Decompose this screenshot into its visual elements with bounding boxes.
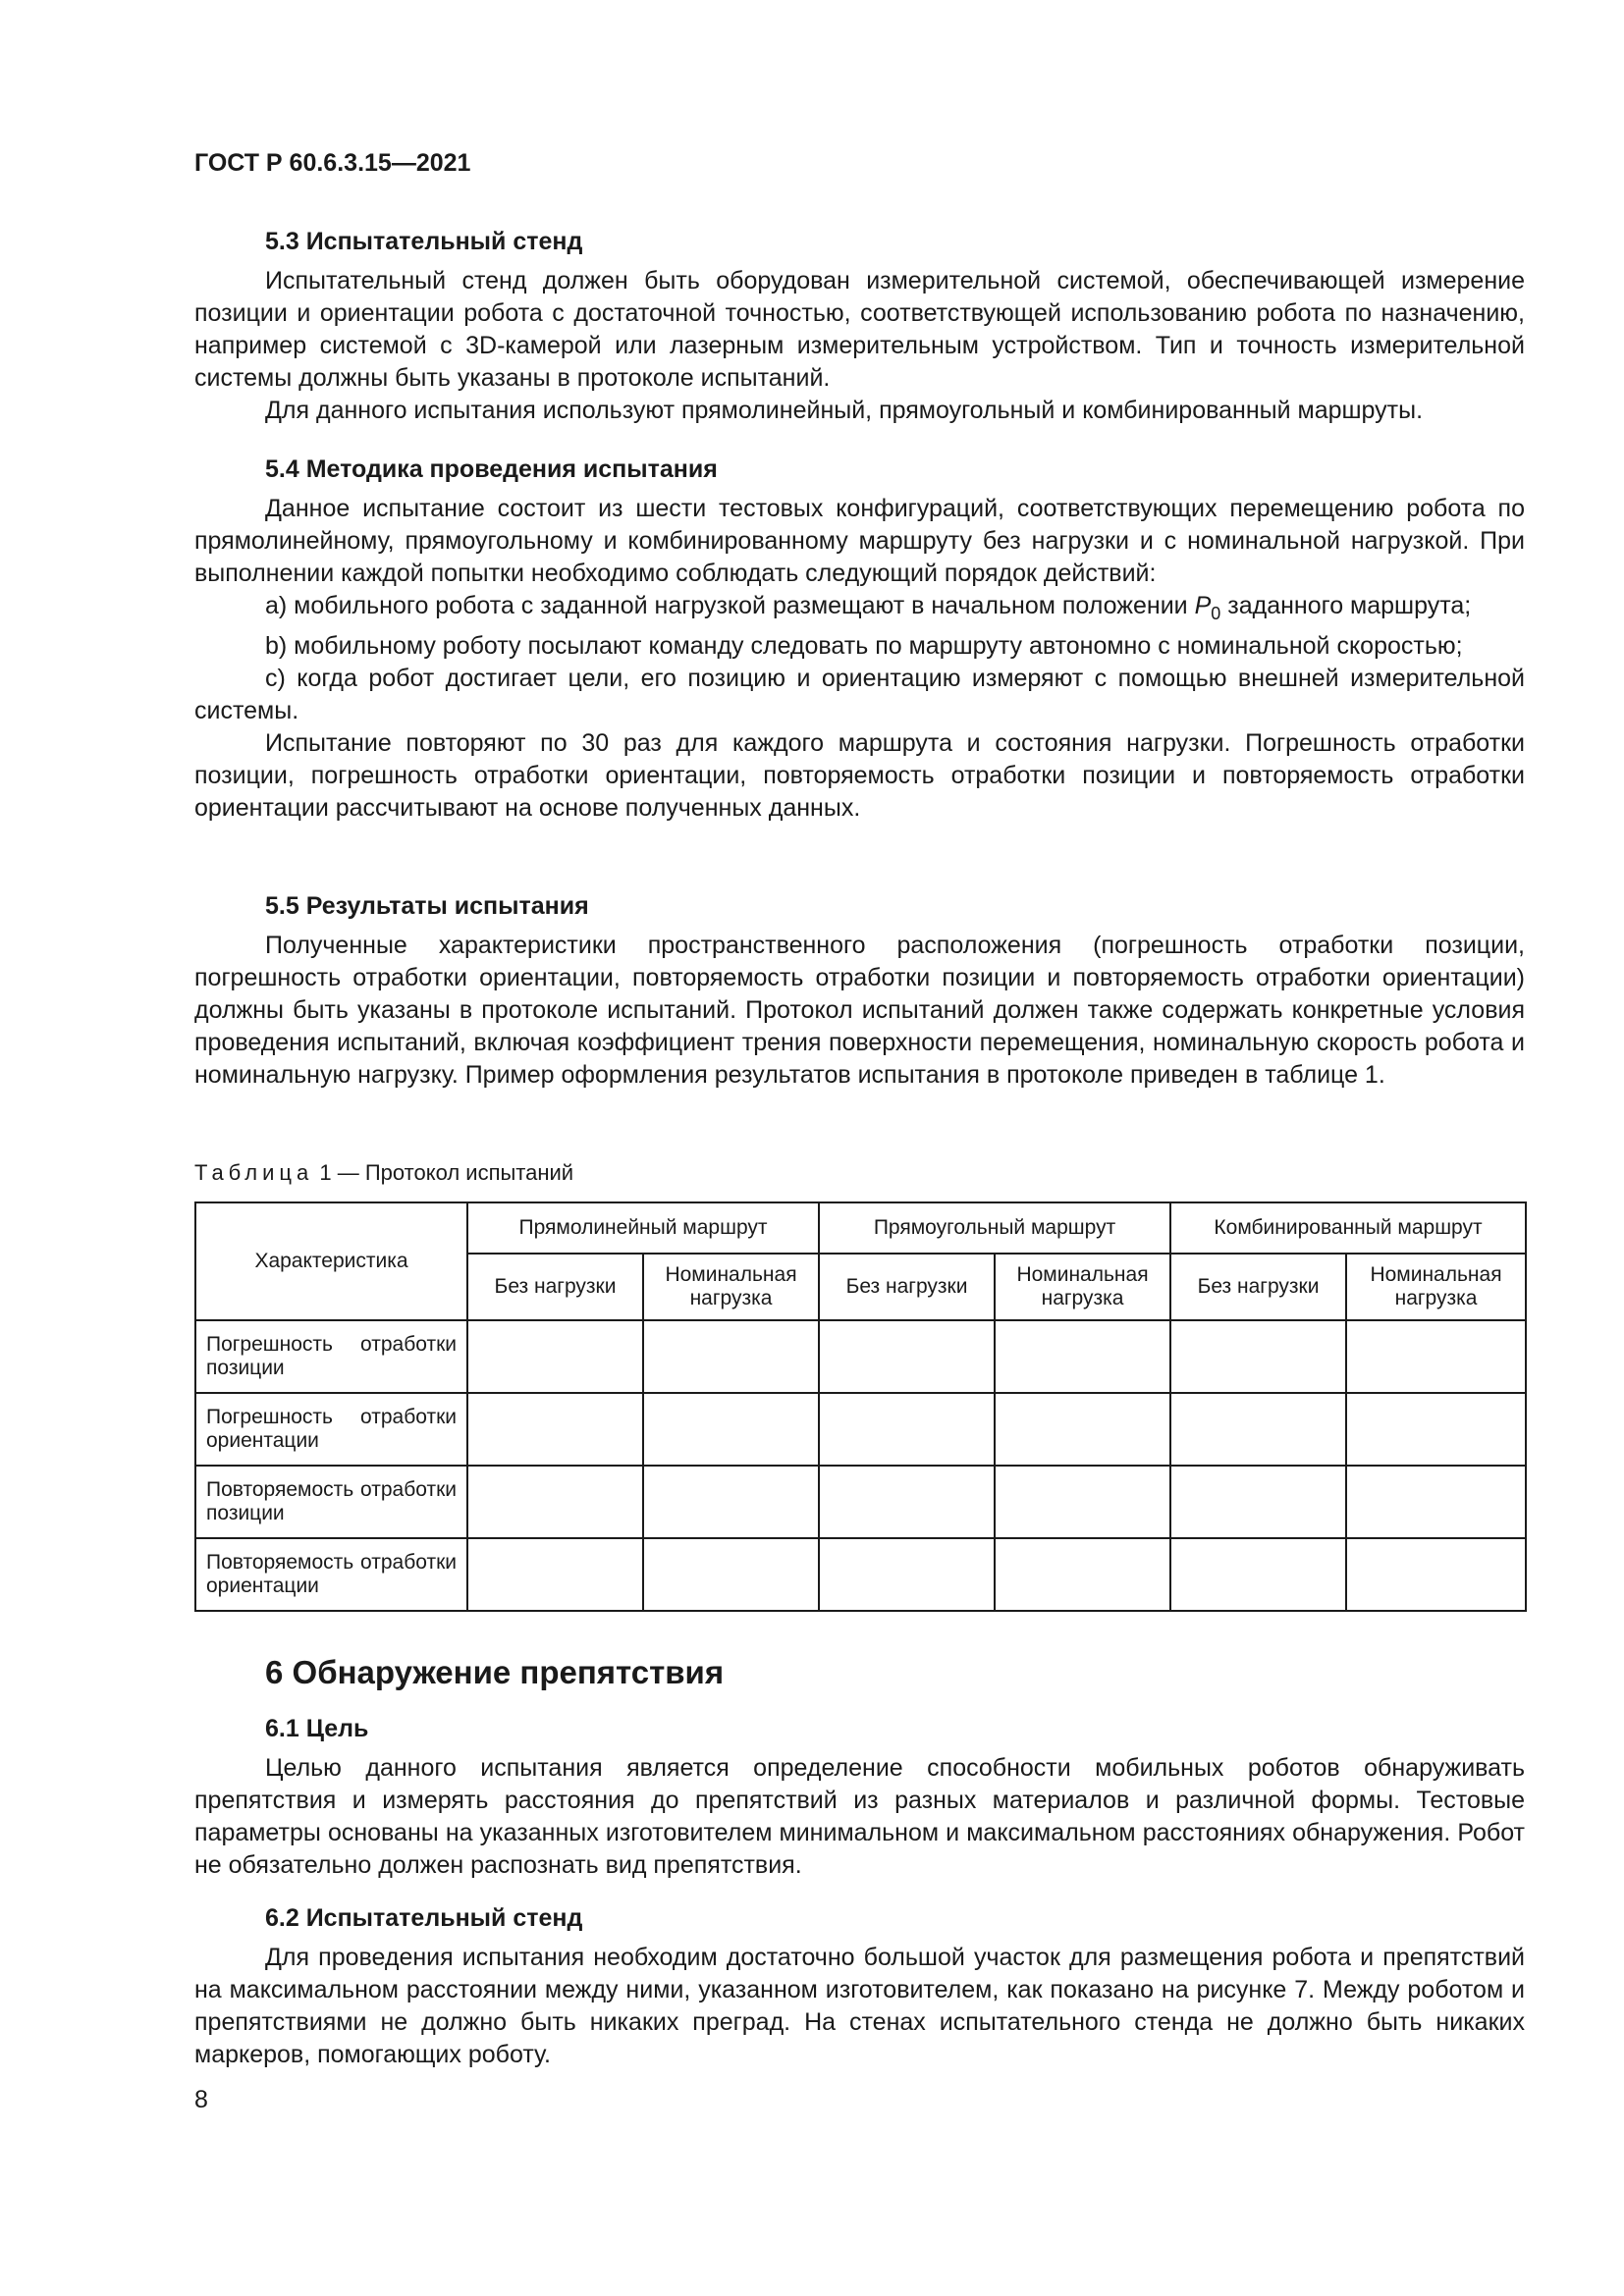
empty-cell [1170, 1320, 1346, 1393]
header-characteristic: Характеристика [195, 1202, 467, 1320]
section-6 [194, 1653, 1525, 1692]
empty-cell [467, 1393, 643, 1466]
section-5-4-paragraph-1: Данное испытание состоит из шести тестовых конфигураций, соответствующих перемещению робота по прямолинейному, прямоугольному и комбинированному маршруту без нагрузки и с номинальной нагрузкой. При выполнении каждой попытки необходимо соблюдать следующий порядок действий: [194, 495, 1525, 587]
section-5-3 [194, 226, 1525, 427]
header-route-combined: Комбинированный маршрут [1170, 1202, 1526, 1254]
section-5-3-paragraph-2: Для данного испытания используют прямолинейный, прямоугольный и комбинированный маршруты. [265, 397, 1424, 424]
empty-cell [1346, 1538, 1526, 1611]
section-6-title: 6 Обнаружение препятствия [265, 1654, 725, 1690]
section-5-4-item-c: c) когда робот достигает цели, его позицию и ориентацию измеряют с помощью внешней измерительной системы. [194, 665, 1525, 724]
header-no-load: Без нагрузки [1170, 1254, 1346, 1320]
table-row [195, 1466, 1526, 1538]
table-row [195, 1393, 1526, 1466]
section-5-5 [194, 890, 1525, 1092]
empty-cell [1170, 1466, 1346, 1538]
document-code-header: ГОСТ Р 60.6.3.15—2021 [194, 149, 471, 177]
empty-cell [643, 1393, 819, 1466]
empty-cell [467, 1320, 643, 1393]
section-6-2-paragraph-1: Для проведения испытания необходим достаточно большой участок для размещения робота и препятствий на максимальном расстоянии между ними, указанном изготовителем, как показано на рисунке 7. Между роботом и препятствиями не должно быть никаких преград. На стенах испытательного стенда не должно быть никаких маркеров, помогающих роботу. [194, 1944, 1525, 2068]
section-6-1-paragraph-1: Целью данного испытания является определение способности мобильных роботов обнаруживать препятствия и измерять расстояния до препятствий из разных материалов и различной формы. Тестовые параметры основаны на указанных изготовителем минимальном и максимальном расстояниях обнаружения. Робот не обязательно должен распознать вид препятствия. [194, 1754, 1525, 1879]
section-6-1-title: 6.1 Цель [265, 1715, 369, 1742]
item-a-text: a) мобильного робота с заданной нагрузкой размещают в начальном положении [265, 592, 1188, 619]
position-symbol: P [1194, 592, 1212, 619]
position-subscript: 0 [1211, 604, 1221, 623]
header-no-load: Без нагрузки [467, 1254, 643, 1320]
section-5-4-item-b: b) мобильному роботу посылают команду следовать по маршруту автономно с номинальной скоростью; [265, 632, 1463, 660]
empty-cell [819, 1466, 995, 1538]
empty-cell [1346, 1466, 1526, 1538]
row-label: Погрешность отработки ориентации [195, 1393, 467, 1466]
section-5-5-paragraph-1: Полученные характеристики пространственного расположения (погрешность отработки позиции, погрешность отработки ориентации, повторяемость отработки позиции и повторяемость отработки ориентации) должны быть указаны в протоколе испытаний. Протокол испытаний должен также содержать конкретные условия проведения испытаний, включая коэффициент трения поверхности перемещения, номинальную скорость робота и номинальную нагрузку. Пример оформления результатов испытания в протоколе приведен в таблице 1. [194, 932, 1525, 1089]
header-nominal-load: Номинальная нагрузка [1346, 1254, 1526, 1320]
empty-cell [643, 1538, 819, 1611]
empty-cell [643, 1466, 819, 1538]
empty-cell [1346, 1320, 1526, 1393]
section-6-2 [194, 1902, 1525, 2071]
empty-cell [995, 1393, 1170, 1466]
empty-cell [819, 1393, 995, 1466]
section-5-4 [194, 454, 1525, 825]
empty-cell [1170, 1538, 1346, 1611]
table-caption-text: 1 — Протокол испытаний [319, 1160, 574, 1185]
section-6-2-title: 6.2 Испытательный стенд [265, 1904, 583, 1932]
section-5-4-item-a [194, 590, 1525, 630]
empty-cell [467, 1466, 643, 1538]
header-nominal-load: Номинальная нагрузка [995, 1254, 1170, 1320]
empty-cell [467, 1538, 643, 1611]
header-route-straight: Прямолинейный маршрут [467, 1202, 819, 1254]
empty-cell [995, 1466, 1170, 1538]
empty-cell [1170, 1393, 1346, 1466]
section-5-5-title: 5.5 Результаты испытания [265, 892, 589, 920]
table-caption-word: Таблица [194, 1160, 314, 1185]
section-5-3-paragraph-1: Испытательный стенд должен быть оборудован измерительной системой, обеспечивающей измерение позиции и ориентации робота с достаточной точностью, соответствующей использованию робота по назначению, например системой с 3D-камерой или лазерным измерительным устройством. Тип и точность измерительной системы должны быть указаны в протоколе испытаний. [194, 267, 1525, 392]
protocol-table [194, 1201, 1527, 1612]
empty-cell [1346, 1393, 1526, 1466]
item-a-text-end: заданного маршрута; [1227, 592, 1472, 619]
section-5-4-paragraph-2: Испытание повторяют по 30 раз для каждого маршрута и состояния нагрузки. Погрешность отработки позиции, погрешность отработки ориентации, повторяемость отработки позиции и повторяемость отработки ориентации рассчитывают на основе полученных данных. [194, 729, 1525, 822]
header-route-rectangular: Прямоугольный маршрут [819, 1202, 1170, 1254]
header-nominal-load: Номинальная нагрузка [643, 1254, 819, 1320]
table-caption [194, 1159, 573, 1187]
row-label: Погрешность отработки позиции [195, 1320, 467, 1393]
empty-cell [819, 1538, 995, 1611]
table-row [195, 1320, 1526, 1393]
page-number: 8 [194, 2086, 208, 2113]
row-label: Повторяемость отработки позиции [195, 1466, 467, 1538]
table-row [195, 1538, 1526, 1611]
section-5-3-title: 5.3 Испытательный стенд [265, 228, 583, 255]
header-no-load: Без нагрузки [819, 1254, 995, 1320]
row-label: Повторяемость отработки ориентации [195, 1538, 467, 1611]
empty-cell [995, 1320, 1170, 1393]
empty-cell [643, 1320, 819, 1393]
section-5-4-title: 5.4 Методика проведения испытания [265, 455, 718, 483]
empty-cell [819, 1320, 995, 1393]
empty-cell [995, 1538, 1170, 1611]
section-6-1 [194, 1713, 1525, 1882]
